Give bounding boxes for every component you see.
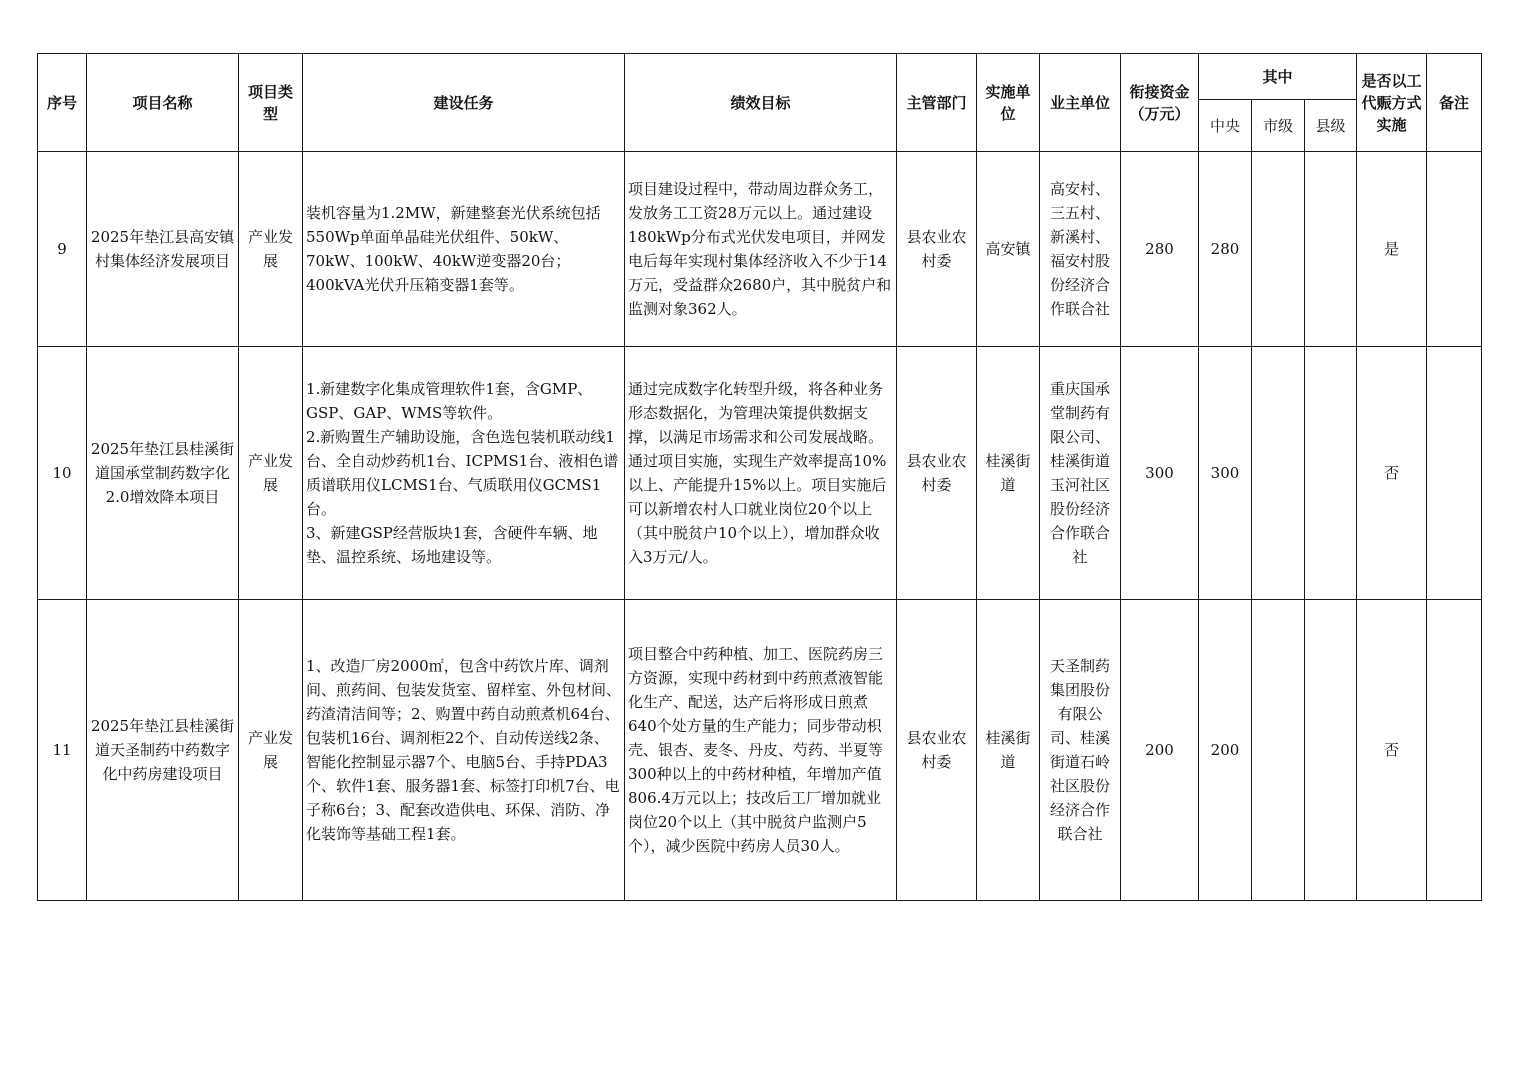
table-row bbox=[38, 347, 1482, 600]
cell-goal: 项目建设过程中，带动周边群众务工，发放务工工资28万元以上。通过建设180kWp分布式光伏发电项目，并网发电后每年实现村集体经济收入不少于14万元，受益群众2680户，其中脱贫户和监测对象362人。 bbox=[625, 152, 897, 347]
cell-workrelief: 是 bbox=[1357, 152, 1427, 347]
cell-goal: 项目整合中药种植、加工、医院药房三方资源，实现中药材到中药煎煮液智能化生产、配送，达产后将形成日煎煮640个处方量的生产能力；同步带动枳壳、银杏、麦冬、丹皮、芍药、半夏等300种以上的中药材种植，年增加产值806.4万元以上；技改后工厂增加就业岗位20个以上（其中脱贫户监测户5个），减少医院中药房人员30人。 bbox=[625, 600, 897, 901]
cell-owner: 重庆国承堂制药有限公司、桂溪街道玉河社区股份经济合作联合社 bbox=[1040, 347, 1121, 600]
header-impl: 实施单位 bbox=[977, 54, 1040, 152]
cell-fund: 280 bbox=[1121, 152, 1199, 347]
cell-impl: 桂溪街道 bbox=[977, 347, 1040, 600]
cell-remark bbox=[1427, 600, 1482, 901]
cell-central: 200 bbox=[1199, 600, 1252, 901]
cell-name: 2025年垫江县桂溪街道天圣制药中药数字化中药房建设项目 bbox=[87, 600, 239, 901]
cell-type: 产业发展 bbox=[239, 600, 303, 901]
cell-task: 装机容量为1.2MW，新建整套光伏系统包括550Wp单面单晶硅光伏组件、50kW、70kW、100kW、40kW逆变器20台；400kVA光伏升压箱变器1套等。 bbox=[303, 152, 625, 347]
header-owner: 业主单位 bbox=[1040, 54, 1121, 152]
table-row bbox=[38, 152, 1482, 347]
header-row-1 bbox=[38, 54, 1482, 100]
header-workrelief: 是否以工代赈方式实施 bbox=[1357, 54, 1427, 152]
cell-workrelief: 否 bbox=[1357, 600, 1427, 901]
header-task: 建设任务 bbox=[303, 54, 625, 152]
header-goal: 绩效目标 bbox=[625, 54, 897, 152]
cell-owner: 天圣制药集团股份有限公司、桂溪街道石岭社区股份经济合作联合社 bbox=[1040, 600, 1121, 901]
cell-county bbox=[1305, 152, 1357, 347]
task-line: 3、新建GSP经营版块1套，含硬件车辆、地垫、温控系统、场地建设等。 bbox=[306, 524, 598, 566]
cell-dept: 县农业农村委 bbox=[897, 600, 977, 901]
project-table bbox=[37, 53, 1482, 901]
cell-name: 2025年垫江县高安镇村集体经济发展项目 bbox=[87, 152, 239, 347]
header-county: 县级 bbox=[1305, 100, 1357, 152]
cell-seq: 10 bbox=[38, 347, 87, 600]
task-line: 1.新建数字化集成管理软件1套，含GMP、GSP、GAP、WMS等软件。 bbox=[306, 380, 593, 422]
header-name: 项目名称 bbox=[87, 54, 239, 152]
header-fund: 衔接资金（万元） bbox=[1121, 54, 1199, 152]
header-remark: 备注 bbox=[1427, 54, 1482, 152]
cell-remark bbox=[1427, 347, 1482, 600]
cell-goal: 通过完成数字化转型升级，将各种业务形态数据化，为管理决策提供数据支撑，以满足市场需求和公司发展战略。通过项目实施，实现生产效率提高10%以上、产能提升15%以上。项目实施后可以新增农村人口就业岗位20个以上（其中脱贫户10个以上），增加群众收入3万元/人。 bbox=[625, 347, 897, 600]
cell-city bbox=[1252, 600, 1305, 901]
cell-seq: 11 bbox=[38, 600, 87, 901]
cell-workrelief: 否 bbox=[1357, 347, 1427, 600]
cell-county bbox=[1305, 347, 1357, 600]
header-seq: 序号 bbox=[38, 54, 87, 152]
table-row bbox=[38, 600, 1482, 901]
cell-task bbox=[303, 347, 625, 600]
cell-type: 产业发展 bbox=[239, 152, 303, 347]
cell-name: 2025年垫江县桂溪街道国承堂制药数字化2.0增效降本项目 bbox=[87, 347, 239, 600]
task-line: 2.新购置生产辅助设施，含色选包装机联动线1台、全自动炒药机1台、ICPMS1台、液相色谱质谱联用仪LCMS1台、气质联用仪GCMS1台。 bbox=[306, 428, 619, 518]
cell-seq: 9 bbox=[38, 152, 87, 347]
cell-impl: 高安镇 bbox=[977, 152, 1040, 347]
cell-remark bbox=[1427, 152, 1482, 347]
header-city: 市级 bbox=[1252, 100, 1305, 152]
cell-owner: 高安村、三五村、新溪村、福安村股份经济合作联合社 bbox=[1040, 152, 1121, 347]
header-central: 中央 bbox=[1199, 100, 1252, 152]
cell-task: 1、改造厂房2000㎡，包含中药饮片库、调剂间、煎药间、包装发货室、留样室、外包材间、药渣清洁间等；2、购置中药自动煎煮机64台、包装机16台、调剂柜22个、自动传送线2条、智能化控制显示器7个、电脑5台、手持PDA3个、软件1套、服务器1套、标签打印机7台、电子称6台；3、配套改造供电、环保、消防、净化装饰等基础工程1套。 bbox=[303, 600, 625, 901]
cell-dept: 县农业农村委 bbox=[897, 347, 977, 600]
header-dept: 主管部门 bbox=[897, 54, 977, 152]
header-among: 其中 bbox=[1199, 54, 1357, 100]
cell-county bbox=[1305, 600, 1357, 901]
header-type: 项目类型 bbox=[239, 54, 303, 152]
cell-impl: 桂溪街道 bbox=[977, 600, 1040, 901]
cell-dept: 县农业农村委 bbox=[897, 152, 977, 347]
cell-city bbox=[1252, 347, 1305, 600]
cell-type: 产业发展 bbox=[239, 347, 303, 600]
cell-central: 300 bbox=[1199, 347, 1252, 600]
cell-fund: 300 bbox=[1121, 347, 1199, 600]
cell-fund: 200 bbox=[1121, 600, 1199, 901]
cell-city bbox=[1252, 152, 1305, 347]
cell-central: 280 bbox=[1199, 152, 1252, 347]
